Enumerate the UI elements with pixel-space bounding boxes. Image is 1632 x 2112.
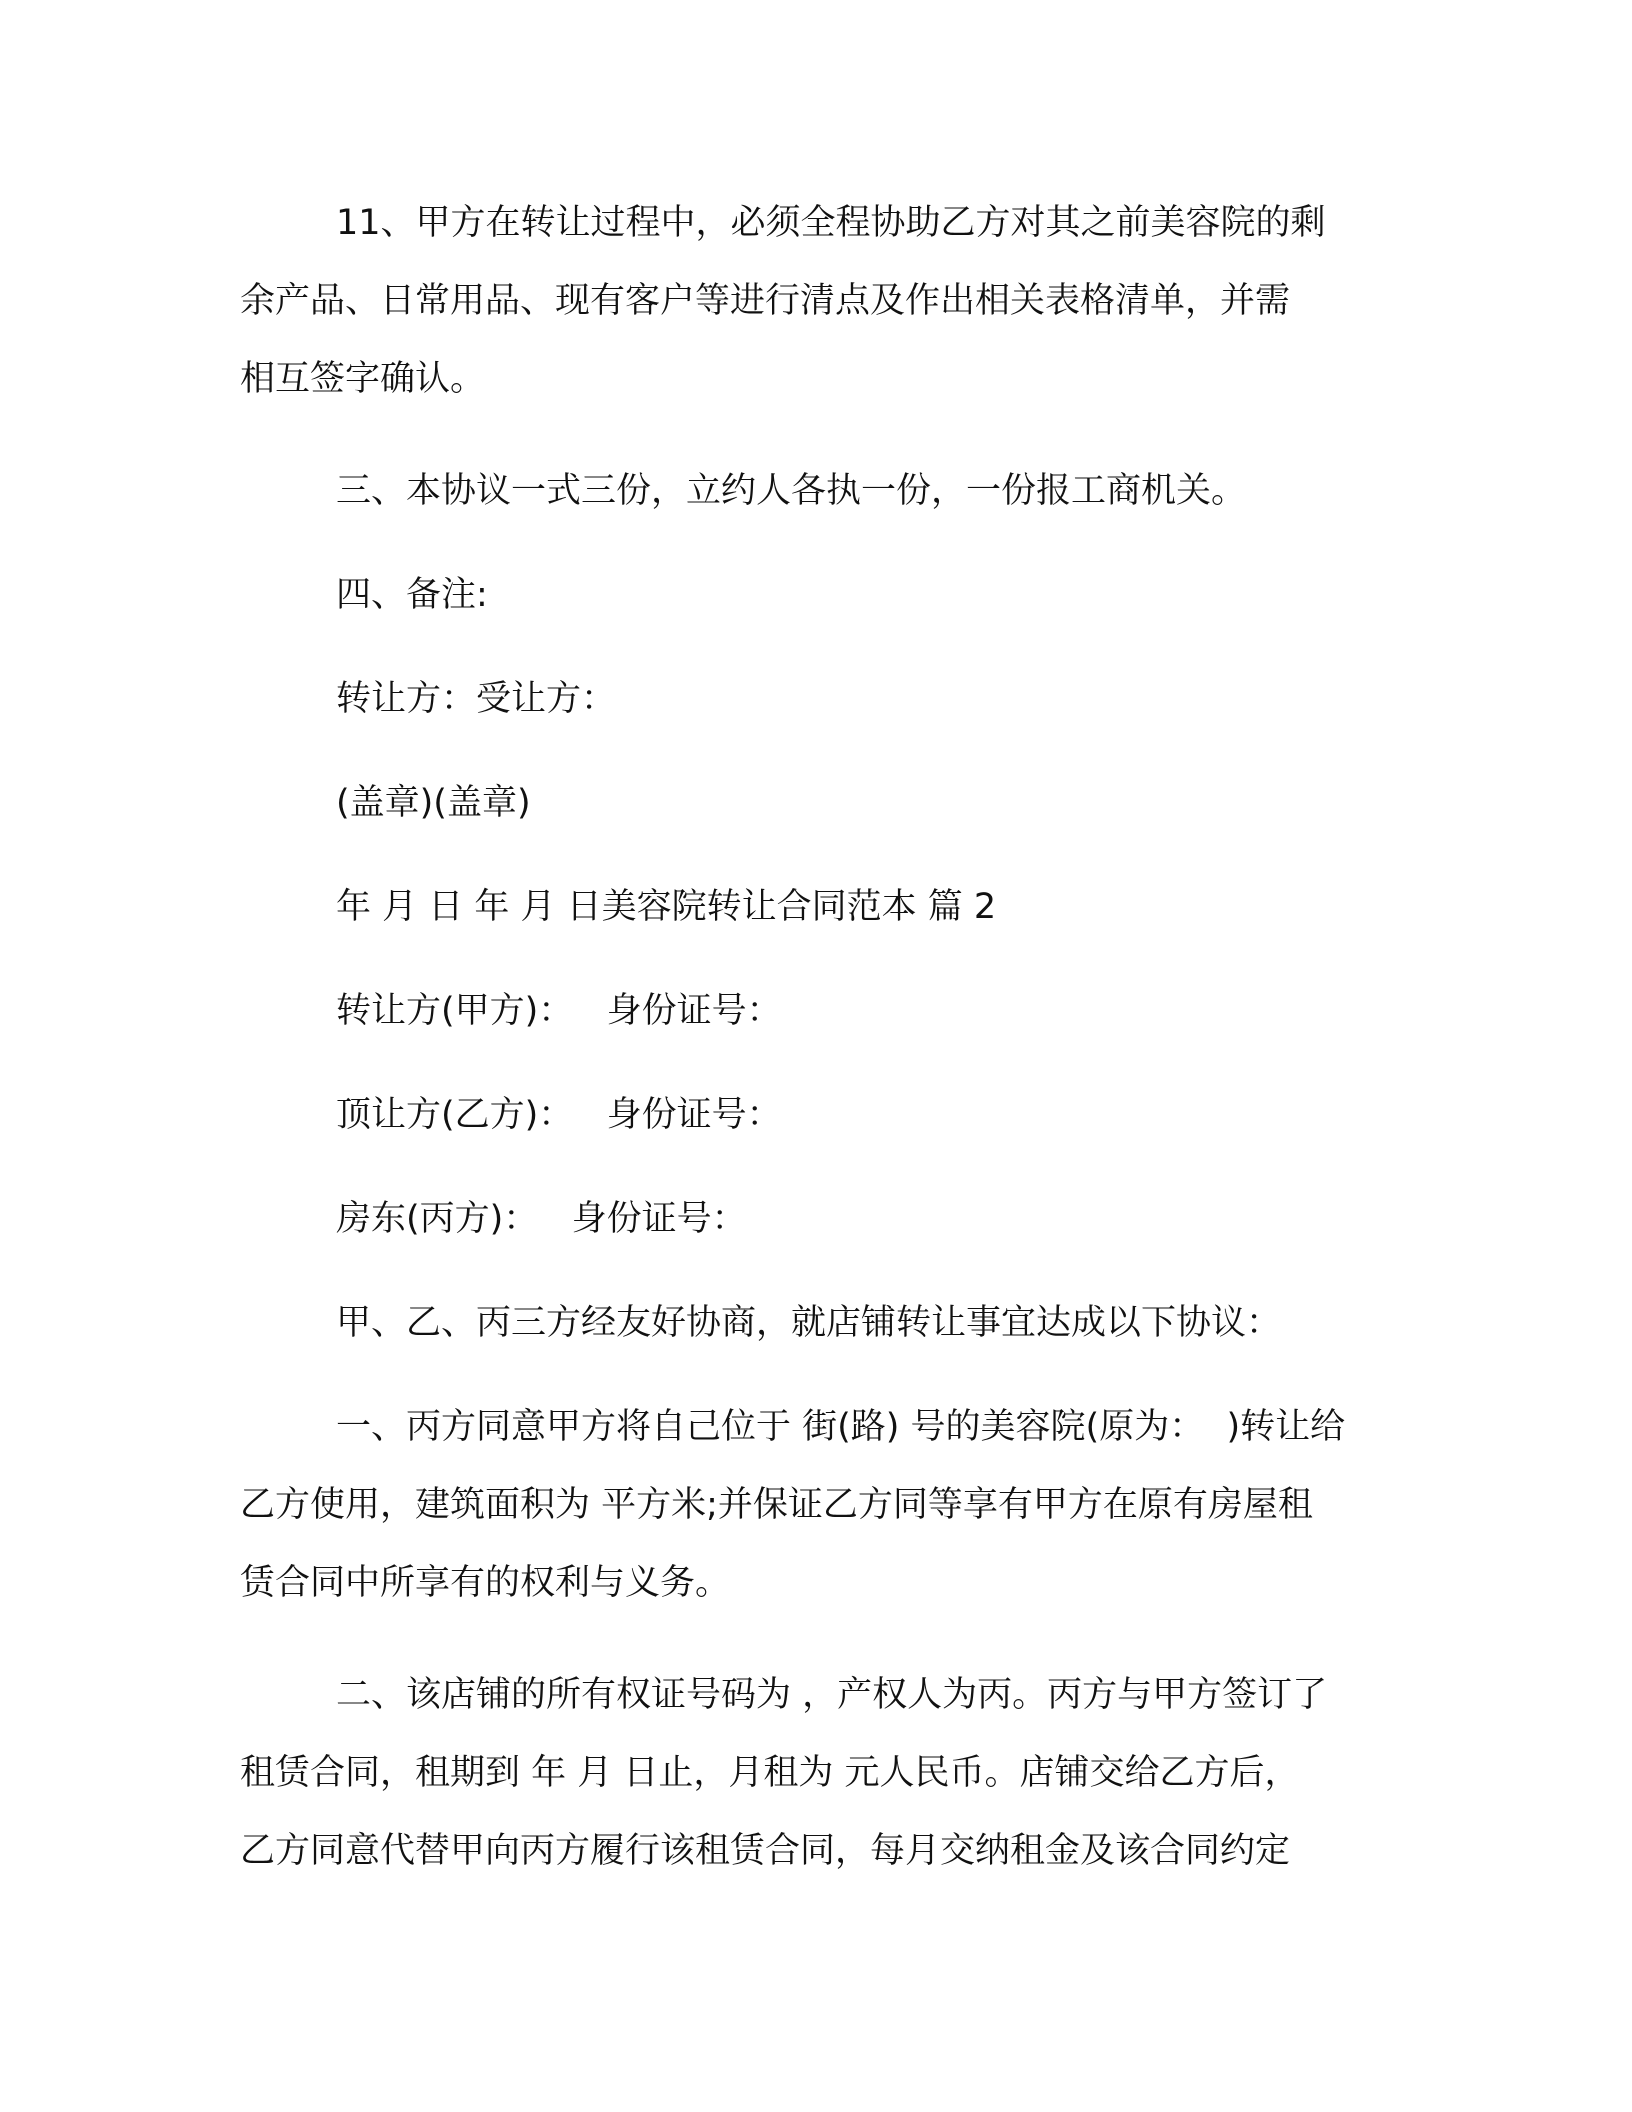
- text-line: 余产品、日常用品、现有客户等进行清点及作出相关表格清单，并需: [240, 281, 1291, 321]
- paragraph-clause-2: [240, 1656, 1390, 1890]
- text-line: 三、本协议一式三份，立约人各执一份，一份报工商机关。: [336, 471, 1247, 511]
- text-line: 甲、乙、丙三方经友好协商，就店铺转让事宜达成以下协议：: [336, 1303, 1282, 1343]
- text-line: 乙方同意代替甲向丙方履行该租赁合同，每月交纳租金及该合同约定: [240, 1831, 1291, 1871]
- paragraph-section-3: [240, 452, 1390, 530]
- paragraph-party-b: [240, 1076, 1390, 1154]
- paragraph-signatories: [240, 660, 1390, 738]
- paragraph-party-a: [240, 972, 1390, 1050]
- text-line: 相互签字确认。: [240, 359, 486, 399]
- text-line: 转让方：受让方：: [336, 679, 617, 719]
- text-line: 顶让方(乙方)： 身份证号：: [336, 1095, 782, 1135]
- paragraph-seal: [240, 764, 1390, 842]
- text-line: 四、备注:: [336, 575, 488, 615]
- text-line: 11、甲方在转让过程中，必须全程协助乙方对其之前美容院的剩: [336, 203, 1326, 243]
- paragraph-party-c: [240, 1180, 1390, 1258]
- paragraph-clause-11: [240, 184, 1390, 418]
- paragraph-intro: [240, 1284, 1390, 1362]
- paragraph-date-heading: [240, 868, 1390, 946]
- paragraph-clause-1: [240, 1388, 1390, 1622]
- text-line: (盖章)(盖章): [336, 783, 531, 823]
- text-line: 赁合同中所享有的权利与义务。: [240, 1563, 731, 1603]
- text-line: 房东(丙方)： 身份证号：: [336, 1199, 747, 1239]
- text-line: 年 月 日 年 月 日美容院转让合同范本 篇 2: [336, 887, 997, 927]
- text-line: 一、丙方同意甲方将自己位于 街(路) 号的美容院(原为： )转让给: [336, 1407, 1346, 1447]
- text-line: 转让方(甲方)： 身份证号：: [336, 991, 782, 1031]
- text-line: 二、该店铺的所有权证号码为 ，产权人为丙。丙方与甲方签订了: [336, 1675, 1328, 1715]
- text-line: 乙方使用，建筑面积为 平方米;并保证乙方同等享有甲方在原有房屋租: [240, 1485, 1313, 1525]
- paragraph-section-4: [240, 556, 1390, 634]
- document-page: [240, 184, 1390, 1890]
- text-line: 租赁合同，租期到 年 月 日止，月租为 元人民币。店铺交给乙方后，: [240, 1753, 1300, 1793]
